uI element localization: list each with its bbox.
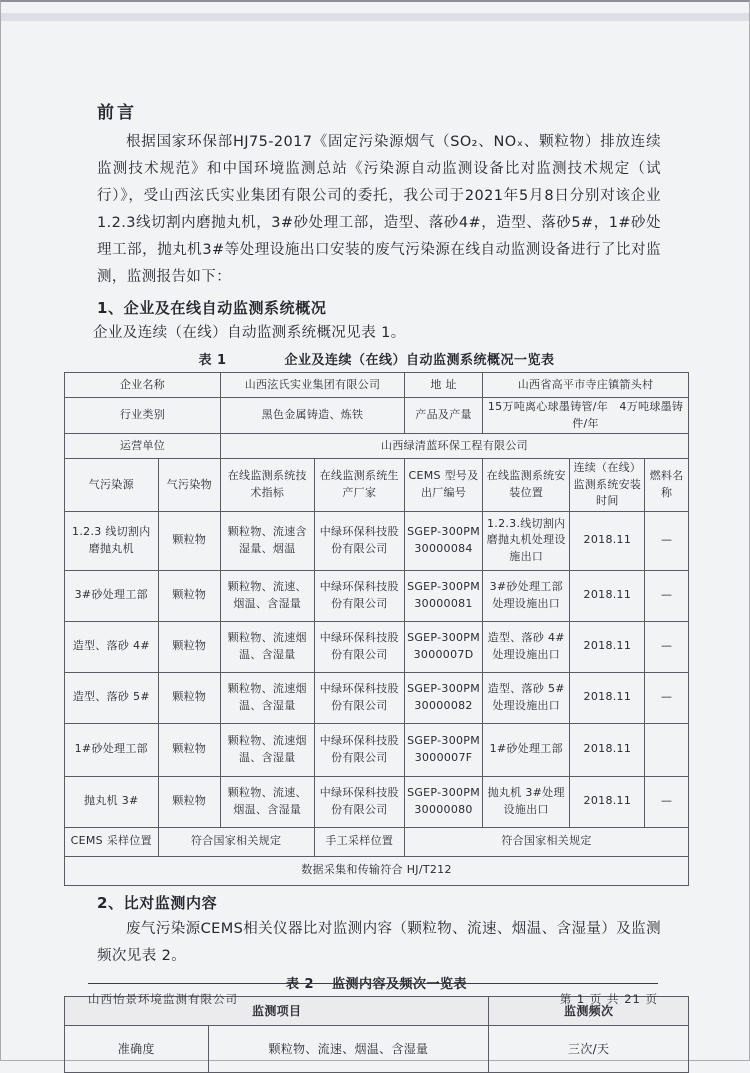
preface-paragraph: 根据国家环保部HJ75-2017《固定污染源烟气（SO₂、NOₓ、颗粒物）排放连续监测技术规范》和中国环境监测总站《污染源自动监测设备比对监测技术规定（试行）》，受山西泫氏实业集团有限公司的委托，我公司于2021年5月8日分别对该企业1.2.3线切割内磨抛丸机，3#砂处理工部，造型、落砂4#，造型、落砂5#，1#砂处理工部，抛丸机3#等处理设施出口安装的废气污染源在线自动监测设备进行了比对监测，监测报告如下： bbox=[97, 134, 661, 285]
cell-indicators: 颗粒物、流速、烟温、含湿量 bbox=[220, 776, 314, 827]
col-header-fuel: 燃料名称 bbox=[645, 459, 689, 512]
cell-model bbox=[405, 511, 483, 570]
product-label: 产品及产量 bbox=[405, 398, 483, 434]
col-header-model: CEMS 型号及出厂编号 bbox=[405, 459, 483, 512]
cell-install-time: 2018.11 bbox=[570, 511, 645, 570]
product-value: 15万吨离心球墨铸管/年 4万吨球墨铸件/年 bbox=[483, 398, 689, 434]
operator-label: 运营单位 bbox=[65, 434, 221, 459]
cell-model-serial: 30000081 bbox=[414, 596, 473, 610]
cell-fuel: — bbox=[645, 511, 689, 570]
cell-fuel: — bbox=[645, 621, 689, 672]
cell-source: 3#砂处理工部 bbox=[65, 570, 159, 621]
cell-source: 造型、落砂 5# bbox=[65, 672, 159, 723]
col-header-manufacturer: 在线监测系统生产厂家 bbox=[314, 459, 404, 512]
cell-location: 1#砂处理工部 bbox=[483, 723, 570, 776]
cell-install-time: 2018.11 bbox=[570, 723, 645, 776]
cell-model-type: SGEP-300PM bbox=[407, 682, 481, 695]
cems-sampling-value: 符合国家相关规定 bbox=[158, 827, 314, 856]
cell-manufacturer: 中绿环保科技股份有限公司 bbox=[314, 723, 404, 776]
cell-location: 3#砂处理工部处理设施出口 bbox=[483, 570, 570, 621]
cell-indicators: 颗粒物、流速烟温、含湿量 bbox=[220, 672, 314, 723]
table-row bbox=[65, 672, 689, 723]
cell-manufacturer: 中绿环保科技股份有限公司 bbox=[314, 672, 404, 723]
cell-model-type: SGEP-300PM bbox=[407, 580, 481, 593]
cell-source: 造型、落砂 4# bbox=[65, 621, 159, 672]
table-1-caption-title: 企业及连续（在线）自动监测系统概况一览表 bbox=[284, 353, 555, 368]
cell-model bbox=[405, 723, 483, 776]
col-header-install-time: 连续（在线）监测系统安装时间 bbox=[570, 459, 645, 512]
industry-value: 黑色金属铸造、炼铁 bbox=[220, 398, 404, 434]
cell-indicators: 颗粒物、流速烟温、含湿量 bbox=[220, 621, 314, 672]
cell-model-serial: 30000084 bbox=[414, 541, 473, 555]
col-header-indicators: 在线监测系统技术指标 bbox=[220, 459, 314, 512]
cell-location: 1.2.3.线切割内磨抛丸机处理设施出口 bbox=[483, 511, 570, 570]
cell-install-time: 2018.11 bbox=[570, 672, 645, 723]
page-footer bbox=[88, 983, 658, 1007]
cell-model-type: SGEP-300PM bbox=[407, 525, 481, 538]
cell-pollutant: 颗粒物 bbox=[158, 621, 220, 672]
cell-install-time: 2018.11 bbox=[570, 776, 645, 827]
footer-company: 山西怡景环境监测有限公司 bbox=[88, 992, 238, 1006]
table-row bbox=[65, 827, 689, 856]
t2-frequency-value: 三次/天 bbox=[489, 1025, 689, 1072]
cell-indicators: 颗粒物、流速含湿量、烟温 bbox=[220, 511, 314, 570]
document-page bbox=[64, 98, 689, 1073]
cell-location: 造型、落砂 5#处理设施出口 bbox=[483, 672, 570, 723]
cell-model-type: SGEP-300PM bbox=[407, 631, 481, 644]
table-2-caption-title: 监测内容及频次一览表 bbox=[332, 976, 468, 992]
company-name-value: 山西泫氏实业集团有限公司 bbox=[220, 373, 404, 398]
cell-install-time: 2018.11 bbox=[570, 621, 645, 672]
cell-indicators: 颗粒物、流速、烟温、含湿量 bbox=[220, 570, 314, 621]
cems-sampling-label: CEMS 采样位置 bbox=[65, 827, 159, 856]
col-header-pollutant: 气污染物 bbox=[158, 459, 220, 512]
section-1-heading: 1、企业及在线自动监测系统概况 bbox=[97, 299, 327, 317]
table-row bbox=[65, 1025, 689, 1072]
cell-model bbox=[405, 621, 483, 672]
cell-manufacturer: 中绿环保科技股份有限公司 bbox=[314, 570, 404, 621]
cell-fuel bbox=[645, 723, 689, 776]
table-row bbox=[65, 776, 689, 827]
cell-install-time: 2018.11 bbox=[570, 570, 645, 621]
table-row bbox=[65, 621, 689, 672]
cell-pollutant: 颗粒物 bbox=[158, 570, 220, 621]
table-1 bbox=[64, 372, 689, 886]
cell-model-serial: 30000080 bbox=[414, 802, 473, 816]
address-value: 山西省高平市寺庄镇箭头村 bbox=[483, 373, 689, 398]
t2-accuracy-label: 准确度 bbox=[65, 1025, 209, 1072]
scan-artifact-band bbox=[0, 13, 750, 21]
manual-sampling-value: 符合国家相关规定 bbox=[405, 827, 689, 856]
table-1-caption-number: 表 1 bbox=[198, 353, 227, 368]
cell-source: 1.2.3 线切割内磨抛丸机 bbox=[65, 511, 159, 570]
cell-model-serial: 30000082 bbox=[414, 698, 473, 712]
cell-manufacturer: 中绿环保科技股份有限公司 bbox=[314, 511, 404, 570]
table-header-row bbox=[65, 459, 689, 512]
section-1-intro: 企业及连续（在线）自动监测系统概况见表 1。 bbox=[93, 325, 406, 341]
company-name-label: 企业名称 bbox=[65, 373, 221, 398]
cell-indicators: 颗粒物、流速烟温、含湿量 bbox=[220, 723, 314, 776]
t2-header-frequency: 监测频次 bbox=[489, 996, 689, 1025]
cell-fuel: — bbox=[645, 570, 689, 621]
cell-model bbox=[405, 672, 483, 723]
col-header-source: 气污染源 bbox=[65, 459, 159, 512]
table-row bbox=[65, 723, 689, 776]
table-1-caption bbox=[64, 349, 689, 368]
t2-header-item: 监测项目 bbox=[65, 996, 489, 1025]
manual-sampling-label: 手工采样位置 bbox=[314, 827, 404, 856]
cell-fuel: — bbox=[645, 776, 689, 827]
table-row bbox=[65, 434, 689, 459]
table-row bbox=[65, 511, 689, 570]
cell-model bbox=[405, 570, 483, 621]
preface-heading: 前言 bbox=[97, 103, 137, 123]
cell-model-type: SGEP-300PM bbox=[407, 734, 481, 747]
t2-monitoring-items: 颗粒物、流速、烟温、含湿量 bbox=[208, 1025, 489, 1072]
cell-model bbox=[405, 776, 483, 827]
table-row bbox=[65, 398, 689, 434]
footer-page-number: 第 1 页 共 21 页 bbox=[559, 992, 658, 1006]
section-2-intro: 废气污染源CEMS相关仪器比对监测内容（颗粒物、流速、烟温、含湿量）及监测频次见表 2。 bbox=[97, 920, 661, 964]
cell-pollutant: 颗粒物 bbox=[158, 776, 220, 827]
cell-pollutant: 颗粒物 bbox=[158, 723, 220, 776]
table-row bbox=[65, 570, 689, 621]
cell-manufacturer: 中绿环保科技股份有限公司 bbox=[314, 776, 404, 827]
cell-source: 抛丸机 3# bbox=[65, 776, 159, 827]
table-row bbox=[65, 856, 689, 885]
data-transmission-note: 数据采集和传输符合 HJ/T212 bbox=[65, 856, 689, 885]
cell-manufacturer: 中绿环保科技股份有限公司 bbox=[314, 621, 404, 672]
address-label: 地 址 bbox=[405, 373, 483, 398]
cell-model-serial: 3000007F bbox=[414, 750, 473, 764]
col-header-location: 在线监测系统安装位置 bbox=[483, 459, 570, 512]
cell-source: 1#砂处理工部 bbox=[65, 723, 159, 776]
cell-location: 抛丸机 3#处理设施出口 bbox=[483, 776, 570, 827]
cell-location: 造型、落砂 4#处理设施出口 bbox=[483, 621, 570, 672]
operator-value: 山西绿清蓝环保工程有限公司 bbox=[220, 434, 688, 459]
cell-model-type: SGEP-300PM bbox=[407, 786, 481, 799]
section-2-heading: 2、比对监测内容 bbox=[97, 893, 218, 912]
cell-fuel: — bbox=[645, 672, 689, 723]
industry-label: 行业类别 bbox=[65, 398, 221, 434]
cell-model-serial: 3000007D bbox=[413, 647, 474, 661]
table-row bbox=[65, 373, 689, 398]
table-2-caption-number: 表 2 bbox=[285, 976, 315, 992]
cell-pollutant: 颗粒物 bbox=[158, 672, 220, 723]
cell-pollutant: 颗粒物 bbox=[158, 511, 220, 570]
